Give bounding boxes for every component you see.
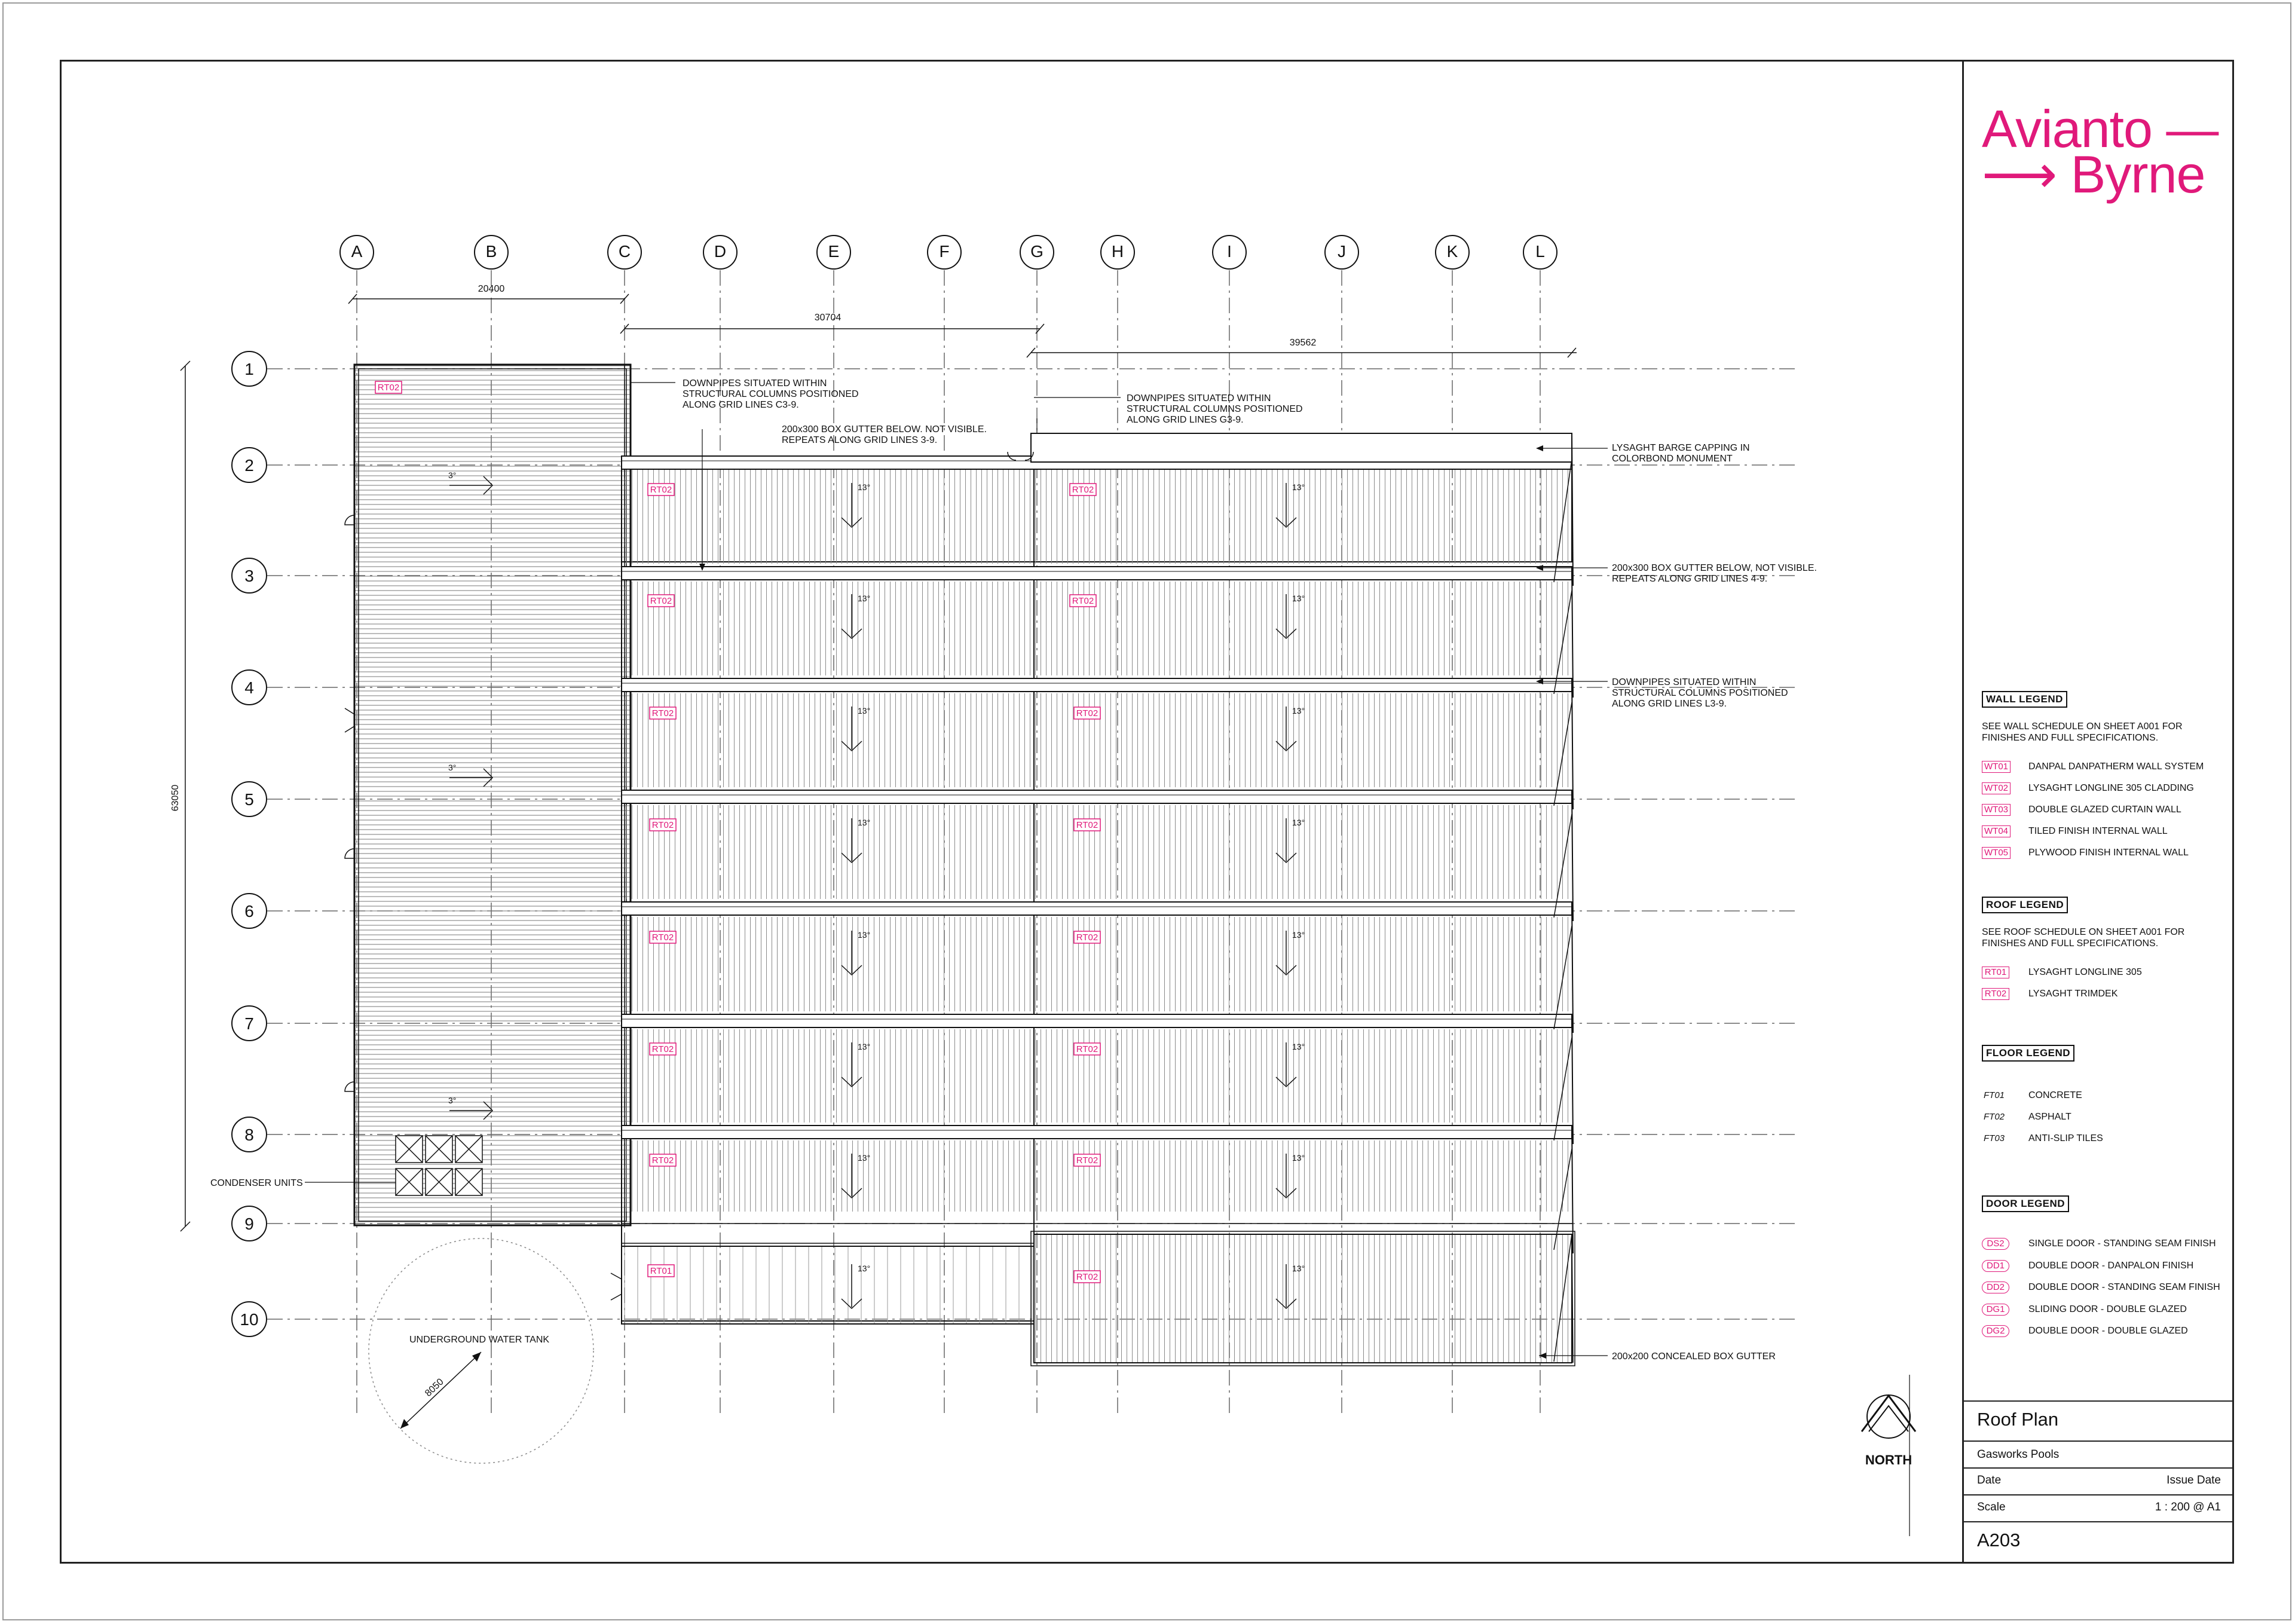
legend-description: ASPHALT (2028, 1112, 2071, 1122)
legend-row-wt02 (1982, 782, 2194, 795)
legend-description: LYSAGHT LONGLINE 305 CLADDING (2028, 783, 2194, 793)
note-box-gutter-4-9-line-1: 200x300 BOX GUTTER BELOW, NOT VISIBLE. (1612, 563, 1817, 573)
note-barge-capping-line-1: LYSAGHT BARGE CAPPING IN (1612, 443, 1750, 453)
legend-row-dg1 (1982, 1303, 2187, 1316)
roof-tag-rt02: RT02 (651, 1044, 674, 1054)
grid-label-H: H (1111, 242, 1124, 261)
legend-row-ds2 (1982, 1237, 2216, 1250)
legend-row-dg2 (1982, 1325, 2188, 1338)
legend-code: WT05 (1982, 847, 2011, 859)
grid-label-B: B (485, 242, 497, 261)
roof-tag-rt02: RT02 (377, 383, 400, 393)
grid-label-L: L (1535, 242, 1545, 261)
legend-row-dd1 (1982, 1259, 2194, 1273)
roof-tag-rt02: RT02 (651, 820, 674, 830)
legend-code: RT01 (1982, 967, 2009, 978)
roof-tag-rt02: RT02 (1076, 932, 1098, 943)
grid-label-row-4: 4 (244, 678, 254, 697)
slope-label: 13° (858, 930, 871, 940)
slope-label: 3° (448, 1096, 457, 1105)
grid-label-row-1: 1 (244, 360, 254, 378)
dimension-20400: 20400 (478, 284, 505, 294)
legend-row-wt03 (1982, 803, 2181, 816)
roof-tag-rt02: RT02 (1076, 708, 1098, 718)
legend-description: DANPAL DANPATHERM WALL SYSTEM (2028, 761, 2204, 772)
grid-label-row-3: 3 (244, 567, 254, 585)
legend-row-wt04 (1982, 825, 2168, 838)
title-block-divider (1964, 1494, 2234, 1495)
legend-description: DOUBLE GLAZED CURTAIN WALL (2028, 805, 2181, 815)
label-underground-water-tank: UNDERGROUND WATER TANK (409, 1335, 550, 1345)
note-downpipes-c-line-3: ALONG GRID LINES C3-9. (683, 400, 799, 410)
note-box-gutter-3-9-line-1: 200x300 BOX GUTTER BELOW. NOT VISIBLE. (782, 424, 987, 435)
slope-label: 3° (448, 763, 457, 772)
logo-line-2: ⟶ Byrne (1982, 145, 2205, 204)
roof-legend-title: ROOF LEGEND (1982, 897, 2068, 913)
legend-code: WT04 (1982, 825, 2011, 837)
legend-description: DOUBLE DOOR - DANPALON FINISH (2028, 1260, 2194, 1271)
grid-label-row-8: 8 (244, 1126, 254, 1144)
grid-label-E: E (828, 242, 840, 261)
slope-label: 13° (1292, 706, 1305, 715)
legend-row-wt01 (1982, 760, 2204, 773)
legend-description: TILED FINISH INTERNAL WALL (2028, 826, 2168, 836)
legend-description: SLIDING DOOR - DOUBLE GLAZED (2028, 1304, 2187, 1314)
legend-row-wt05 (1982, 846, 2189, 860)
label-concealed-gutter: 200x200 CONCEALED BOX GUTTER (1612, 1351, 1776, 1362)
note-downpipes-g-line-2: STRUCTURAL COLUMNS POSITIONED (1127, 404, 1303, 414)
legend-code: DG2 (1982, 1325, 2009, 1337)
slope-label: 3° (448, 470, 457, 480)
title-block-divider (1964, 1441, 2234, 1442)
slope-label: 13° (1292, 594, 1305, 603)
wall-legend-title: WALL LEGEND (1982, 691, 2067, 708)
tank-radius-line (400, 1352, 481, 1429)
roof-tag-rt02: RT02 (1076, 1155, 1098, 1166)
roof-tag-rt02: RT02 (1076, 1272, 1098, 1282)
dimension-tank-8050: 8050 (423, 1377, 446, 1399)
slope-label: 13° (858, 594, 871, 603)
north-label: NORTH (1865, 1452, 1912, 1467)
legend-row-rt01 (1982, 966, 2142, 979)
grid-label-K: K (1446, 242, 1458, 261)
grid-label-row-2: 2 (244, 456, 254, 475)
grid-label-D: D (714, 242, 727, 261)
date-value: Issue Date (2167, 1474, 2221, 1487)
dimension-39562: 39562 (1289, 338, 1317, 348)
slope-label: 13° (1292, 482, 1305, 492)
legend-code: DD1 (1982, 1260, 2009, 1272)
legend-code: FT02 (1984, 1112, 2005, 1122)
roof-tag-rt02: RT02 (650, 596, 672, 606)
slope-label: 13° (1292, 1153, 1305, 1163)
grid-label-J: J (1338, 242, 1346, 261)
title-block-divider (1964, 1400, 2234, 1402)
legend-row-rt02 (1982, 987, 2118, 1001)
note-downpipes-g-line-1: DOWNPIPES SITUATED WITHIN (1127, 393, 1271, 403)
slope-label: 13° (1292, 818, 1305, 827)
title-block-divider (1964, 1521, 2234, 1522)
grid-label-row-9: 9 (244, 1215, 254, 1233)
grid-label-C: C (618, 242, 631, 261)
legend-code: DD2 (1982, 1282, 2009, 1293)
note-barge-capping-line-2: COLORBOND MONUMENT (1612, 454, 1733, 464)
roof-tag-rt02: RT02 (651, 708, 674, 718)
legend-code: DS2 (1982, 1238, 2009, 1250)
note-downpipes-l-line-1: DOWNPIPES SITUATED WITHIN (1612, 677, 1757, 687)
logo-line-1: Avianto — (1982, 99, 2218, 158)
legend-description: LYSAGHT LONGLINE 305 (2028, 967, 2142, 977)
legend-description: ANTI-SLIP TILES (2028, 1133, 2103, 1143)
slope-label: 13° (858, 1264, 871, 1273)
wall-legend-note: SEE WALL SCHEDULE ON SHEET A001 FOR FINISHES AND FULL SPECIFICATIONS. (1982, 721, 2183, 743)
note-box-gutter-3-9-line-2: REPEATS ALONG GRID LINES 3-9. (782, 435, 938, 445)
legend-description: DOUBLE DOOR - STANDING SEAM FINISH (2028, 1282, 2220, 1292)
roof-tag-rt02: RT02 (650, 485, 672, 495)
roof-legend-note: SEE ROOF SCHEDULE ON SHEET A001 FOR FINISHES AND FULL SPECIFICATIONS. (1982, 927, 2185, 949)
scale-label: Scale (1977, 1501, 2006, 1513)
note-downpipes-c-line-1: DOWNPIPES SITUATED WITHIN (683, 378, 827, 389)
floor-legend-title: FLOOR LEGEND (1982, 1045, 2074, 1062)
slope-label: 13° (1292, 1042, 1305, 1051)
note-downpipes-g-line-3: ALONG GRID LINES G3-9. (1127, 415, 1244, 425)
drawing-title: Roof Plan (1977, 1409, 2059, 1430)
roof-tag-rt02: RT02 (651, 932, 674, 943)
legend-code: FT03 (1984, 1133, 2005, 1143)
roof-tag-rt02: RT02 (1072, 485, 1094, 495)
grid-label-I: I (1227, 242, 1232, 261)
legend-description: DOUBLE DOOR - DOUBLE GLAZED (2028, 1326, 2188, 1336)
legend-code: FT01 (1984, 1090, 2005, 1100)
project-name: Gasworks Pools (1977, 1448, 2060, 1461)
legend-code: DG1 (1982, 1304, 2009, 1316)
legend-row-ft01 (1982, 1089, 2082, 1102)
grid-label-row-10: 10 (240, 1310, 259, 1329)
title-block (1962, 60, 2234, 1564)
legend-row-ft03 (1982, 1132, 2103, 1145)
grid-label-row-7: 7 (244, 1014, 254, 1033)
title-block-divider (1964, 1467, 2234, 1469)
roof-tag-rt02: RT02 (1076, 820, 1098, 830)
slope-label: 13° (858, 1042, 871, 1051)
slope-label: 13° (858, 818, 871, 827)
grid-label-row-5: 5 (244, 790, 254, 809)
water-tank-outline (369, 1238, 593, 1463)
slope-label: 13° (1292, 930, 1305, 940)
legend-description: CONCRETE (2028, 1090, 2082, 1100)
note-box-gutter-4-9-line-2: REPEATS ALONG GRID LINES 4-9. (1612, 574, 1768, 584)
legend-code: WT03 (1982, 804, 2011, 816)
roof-hatching (354, 365, 1575, 1366)
legend-code: WT01 (1982, 761, 2011, 773)
note-downpipes-l-line-3: ALONG GRID LINES L3-9. (1612, 699, 1727, 709)
dimension-30704: 30704 (814, 313, 842, 323)
note-downpipes-c-line-2: STRUCTURAL COLUMNS POSITIONED (683, 389, 859, 399)
legend-row-dd2 (1982, 1281, 2220, 1294)
roof-tag-rt02: RT02 (1072, 596, 1094, 606)
legend-description: LYSAGHT TRIMDEK (2028, 989, 2118, 999)
grid-label-A: A (351, 242, 363, 261)
grid-label-F: F (939, 242, 950, 261)
slope-label: 13° (858, 706, 871, 715)
legend-row-ft02 (1982, 1111, 2071, 1124)
roof-tag-rt02: RT02 (1076, 1044, 1098, 1054)
legend-description: PLYWOOD FINISH INTERNAL WALL (2028, 848, 2189, 858)
slope-label: 13° (858, 1153, 871, 1163)
legend-code: RT02 (1982, 988, 2009, 1000)
slope-label: 13° (1292, 1264, 1305, 1273)
grid-label-row-6: 6 (244, 902, 254, 920)
date-label: Date (1977, 1474, 2002, 1487)
dimension-63050: 63050 (170, 784, 180, 812)
sheet-number: A203 (1977, 1530, 2021, 1550)
label-condenser-units: CONDENSER UNITS (210, 1178, 303, 1188)
slope-label: 13° (858, 482, 871, 492)
note-downpipes-l-line-2: STRUCTURAL COLUMNS POSITIONED (1612, 688, 1788, 698)
legend-code: WT02 (1982, 782, 2011, 794)
legend-description: SINGLE DOOR - STANDING SEAM FINISH (2028, 1238, 2216, 1249)
roof-tag-rt01: RT01 (650, 1266, 672, 1276)
door-legend-title: DOOR LEGEND (1982, 1195, 2069, 1212)
grid-label-G: G (1030, 242, 1044, 261)
scale-value: 1 : 200 @ A1 (2155, 1501, 2221, 1513)
roof-tag-rt02: RT02 (651, 1155, 674, 1166)
